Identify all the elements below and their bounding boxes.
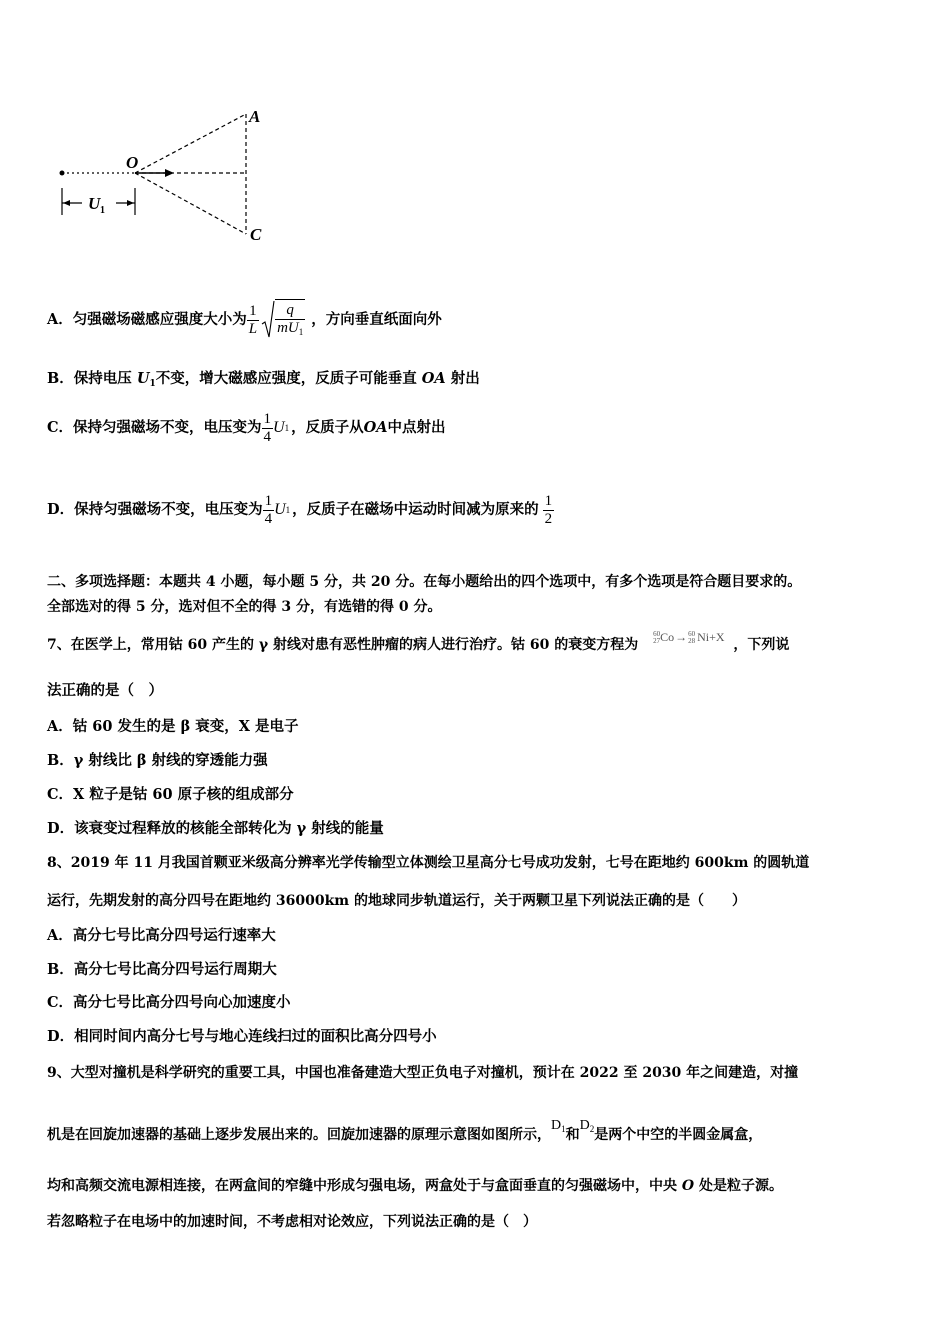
q6-b-var-sub: 1 [149,379,156,389]
dim-right-head [127,200,134,206]
q8-option-b: B．高分七号比高分四号运行周期大 [47,961,277,978]
q6-option-a [47,298,442,342]
q6-d-var: U [274,501,286,518]
q7-option-c: C．X 粒子是钴 60 原子核的组成部分 [47,786,294,803]
q6-b-var2: OA [421,370,446,387]
label-U: U [88,194,101,213]
q6-d-frac2-den: 2 [544,510,553,527]
q6-d-frac-num: 1 [264,492,273,509]
q9-stem-line2 [47,1118,763,1149]
q9-and: 和 [565,1127,580,1143]
q9-stem-line3 [47,1176,783,1196]
dim-left-head [63,200,70,206]
d1-letter: D [551,1118,562,1133]
q6-d-fraction-2 [543,493,555,528]
q6-c-frac-den: 4 [263,428,272,445]
q6-option-c [47,406,446,450]
sqrt-icon [261,300,275,340]
label-C: C [250,225,262,244]
q9-stem-line1: 9、大型对撞机是科学研究的重要工具，中国也准备建造大型正负电子对撞机，预计在 2022 至 2030 年之间建造，对撞 [47,1065,799,1081]
d2-symbol [580,1118,595,1133]
ni-symbol: Ni+X [697,630,725,644]
q9-stem-line3-var: O [681,1178,695,1194]
q6-option-b-suffix: 射出 [445,370,480,387]
q6-option-d-prefix: D．保持匀强磁场不变，电压变为 [47,501,263,518]
co-atomic-number: 27 [653,637,661,646]
q6-option-d [47,488,554,532]
ni-atomic-number: 28 [688,637,696,646]
ni-mass-number: 60 [688,630,696,639]
label-A: A [249,107,261,126]
section2-line1: 二、多项选择题：本题共 4 小题，每小题 5 分，共 20 分。在每小题给出的四个选项中，有多个选项是符合题目要求的。 [47,574,802,590]
line-OA [135,114,246,173]
arrow-head [165,169,174,177]
q6-d-var-sub: 1 [285,505,291,515]
q6-d-frac-den: 4 [264,510,273,527]
q6-c-var2: OA [363,419,388,436]
q9-stem-line4: 若忽略粒子在电场中的加速时间，不考虑相对论效应，下列说法正确的是（ ） [47,1214,537,1230]
co-mass-number: 60 [653,630,661,639]
q7-stem-suffix: ，下列说 [733,637,790,653]
q6-option-d-mid: ，反质子在磁场中运动时间减为原来的 [292,501,539,518]
q6-a-sqrt-den-sub: 1 [298,326,304,337]
q6-d-frac2-num: 1 [544,492,553,509]
q7-stem-line1 [47,630,790,655]
d1-symbol [551,1118,566,1133]
q6-option-a-prefix: A．匀强磁场磁感应强度大小为 [47,311,247,328]
q6-c-var-sub: 1 [284,423,290,433]
q7-decay-equation [653,627,724,647]
q6-option-b-prefix: B．保持电压 [47,370,137,387]
line-OC [135,173,246,234]
co-symbol: Co [660,630,675,644]
q6-option-a-suffix: ，方向垂直纸面向外 [311,311,442,328]
d2-sub: 2 [589,1124,595,1134]
q6-a-sqrt-fraction [275,299,305,341]
q6-a-fraction [247,303,259,338]
label-O: O [126,153,139,172]
q6-a-sqrt-num: q [286,301,294,318]
q9-stem-line2-suffix: 是两个中空的半圆金属盒， [594,1127,763,1143]
q6-c-var: U [273,419,285,436]
q8-stem-line2: 运行，先期发射的高分四号在距地约 36000km 的地球同步轨道运行，关于两颗卫星下列说法正确的是（ ） [47,893,746,909]
q9-stem-line3-suffix: 处是粒子源。 [694,1178,783,1194]
d2-letter: D [579,1118,590,1133]
q6-c-fraction [262,411,274,446]
q6-d-fraction [263,493,275,528]
q6-option-c-mid: ，反质子从 [291,419,364,436]
section2-line2: 全部选对的得 5 分，选对但不全的得 3 分，有选错的得 0 分。 [47,599,442,615]
q7-stem-line2: 法正确的是（ ） [47,682,163,699]
q8-option-d: D．相同时间内高分七号与地心连线扫过的面积比高分四号小 [47,1028,437,1045]
q6-a-sqrt-den [275,319,305,341]
q7-stem-prefix: 7、在医学上，常用钴 60 产生的 γ 射线对患有恶性肿瘤的病人进行治疗。钴 60 的衰变方程为 [47,637,639,653]
q8-option-c: C．高分七号比高分四号向心加速度小 [47,994,291,1011]
ni-nuclide-numbers [688,631,695,645]
source-point [60,171,65,176]
d1-sub: 1 [561,1124,566,1134]
q8-stem-line1: 8、2019 年 11 月我国首颗亚米级高分辨率光学传输型立体测绘卫星高分七号成功发射，七号在距地约 600km 的圆轨道 [47,855,810,871]
q6-option-b-mid: 不变，增大磁感应强度，反质子可能垂直 [155,370,422,387]
q7-option-b: B．γ 射线比 β 射线的穿透能力强 [47,752,268,769]
physics-diagram [50,100,280,250]
q6-c-frac-num: 1 [263,410,272,427]
decay-arrow: → [675,630,688,644]
q8-option-a: A．高分七号比高分四号运行速率大 [47,927,276,944]
q7-option-a: A．钴 60 发生的是 β 衰变，X 是电子 [47,718,299,735]
q6-option-b [47,369,480,394]
q6-b-var: U [136,370,150,387]
q6-a-sqrt-den-text: mU [277,319,299,336]
q6-option-c-prefix: C．保持匀强磁场不变，电压变为 [47,419,262,436]
q6-option-c-suffix: 中点射出 [387,419,446,436]
q9-stem-line3-prefix: 均和高频交流电源相连接，在两盒间的窄缝中形成匀强电场，两盒处于与盒面垂直的匀强磁场中，中央 [47,1178,682,1194]
q6-a-frac-num: 1 [249,302,257,319]
label-U-sub: 1 [100,205,105,216]
q9-stem-line2-prefix: 机是在回旋加速器的基础上逐步发展出来的。回旋加速器的原理示意图如图所示， [47,1127,551,1143]
q7-option-d: D．该衰变过程释放的核能全部转化为 γ 射线的能量 [47,820,384,837]
q6-a-frac-den: L [248,320,258,337]
